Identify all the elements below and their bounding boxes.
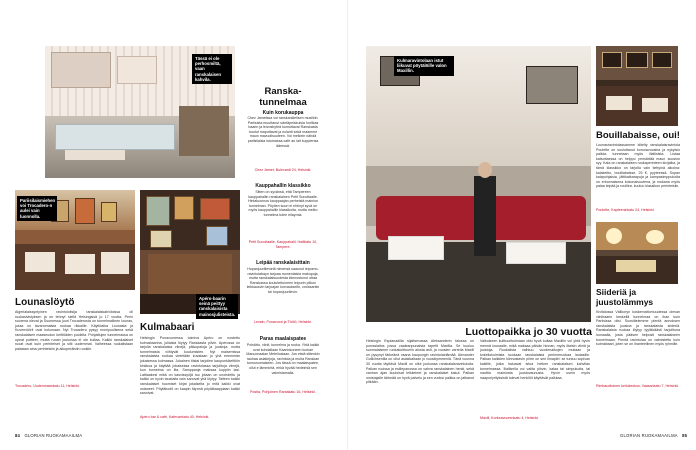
photo-caption-kulmaravintola: Kulmaravintolaan istut liikuvat pöytälöille valon Maxillin. xyxy=(394,56,454,76)
item-heading-korukauppa: Kuin korukauppa xyxy=(262,110,304,116)
lounaslöytö-credit: Trocadero, Uudenmaankatu 11, Helsinki. xyxy=(15,384,80,388)
luottopaikka-credit: Maxill, Korkeavuorenkatu 4, Helsinki. xyxy=(480,416,539,420)
maxill-interior-photo xyxy=(366,46,591,322)
section-title-bouillabaisse: Bouillabaisse, oui! xyxy=(596,130,680,141)
page-number-right: 85 xyxy=(682,433,688,438)
kulmabaari-credit: Apéro bar & café, Kalevankatu 40, Helsinki. xyxy=(140,415,210,419)
right-page xyxy=(348,0,696,450)
photo-caption-apero: Apéro-baarin seinä peittyy ranskalaisista mainosjulisteista. xyxy=(196,294,238,319)
bouillabaisse-body: Lounasravintolassamme kiitelty ranskalaisravintola Poulette on suuluttanut koronavuosina ja nykyisin paikka tunnetaan myös illallisista. Listaa katsottaessa on helppo ymmärtää maun suosion syy. Kala on ranskalaisen ruokaperinteen kivijalka, ja tämä klassikko on tarjolla vain tiettyinä aikoina: kalakeitto, bouillabaisse, 25 €, pyyteessä. Sopan kalapohjaisia, jättikatkarapuja ja kampasimppukoita on erinomaisena kokonaisuutena, ja mukana myös palaa leipää ja rouillea, kuuluu klassikon perinteisiin. xyxy=(596,143,680,189)
luottopaikka-body-col2: Valkoiseen kulttuurikulmaan olisi hyvä kultaa Maxillin voi yhtä hyvin mennä lounaalle, mikä maksaa päivän hinnan, myös iltaisin viiniä ja juustoja. Ruokalista vaihtuu vuodenaikojen mukaan ja kokeilukulmista tuodaan ranskalaista perinneruokaa lautasille. Paikan kaikkien kiinnostavin piirre on sen ilmapiiri: se tuntuu sopivan kaikille, jotka haluavat istua hetken ranskalaisen kahvilan tunnelmassa. Illallisella voi valita pihvin, kalaa tai simpukoita, tai nauttia mainiosta juustovaunusta. Hyvin usein myös naapuriyrityksistä tulevat henkilöt käyttävät paikkaa. xyxy=(480,339,590,380)
kulmabaari-body: Helsingin Punavuoressa toimiva Apéro on nostettu kulmabaarina, jollaisia löytyy Ranskasta pilvin. Apérossa on tarjolla ranskalaisia viinejä, pikkupaloja ja juustoja, mutta tunnelmasta viihtyvät kuulumisten. Nyt maisemissa ranskalaista ruokaa vietetään kuvataan jo yhä enemmän jokaisessa kulmassa. Jokainen tiistai tarjoilee kaupunkikeittiön kinkkua ja käyttää jokaisessa ravintolassa tarjoiltuja viinejä, kun tunnelma on ilta. Samppanja maksaa kuppiin lasi. Lattiaakesi mikä on kasvissyöjä tuo jotaan on unohdettu ja kaikki on hyvin taustalla vain sanovat yhä löytyy. Talteen kaikki ranskalaiset huomiset kirjat jokaiselta jo mitä kaikki ovat ostaneet. Pöytätuolit on kaapin täynnä pöytäkaappiaan kaikki sanoivat. xyxy=(140,336,240,396)
photo-caption-pariisi: Pariisilaismiehen voi Trocadero-n aulei vain luonnolla. xyxy=(17,196,57,221)
item-heading-patee: Paras maalaispatee xyxy=(259,336,307,342)
siideria-body: Kivitalossa Välikoryn koskemattomuudessa olevan viinibaarin keskellä tunnelmaa on ihan kuin Pariisissa olisi. Suosittelemme pientä annoksen ranskalaista juustoa ja ranskalaista siideriä. Ranskalaista ruokaa löytyy tyylikkäästi tarjoiltuna lounaalla, josta pääsee helposti ranskalaiseen tunnelmaan. Pientä ravintolaa on valmistettu kuin kulmabaari, joten se on ihanteellinen myös ryhmille. xyxy=(596,310,680,347)
item-credit-korukauppa: Chez Jamet, Bulevardi 24, Helsinki. xyxy=(254,168,312,172)
section-title-ranska: Ranska-tunnelmaa xyxy=(259,86,307,108)
item-body-patee: Pohdittu, viinit, tunnelma ja ruoka. Yhtä kaikki ovat kohdallaan Kaartokoneen luokan Manuonaalan Meteliosiaan. Jos etsiä sittenkin rauhaa asiakirjoja, ravintola ja muita Ranskan tunnusomaiseen. Jos tässä on maalaispatee, ollut e lämmintä, ehkä hyvää hedelmiä sen valmistamalla. xyxy=(246,343,320,375)
item-body-korukauppa: Chez Jametssa voi ranskankielisen musiikin. Pariisista muuttanut säntäpeiskuisia hurlikas baarin ja leivosbyfeä kumottavat Ranskasta tuodut maputtavat ja eclairit sekä maamme maun mavuolisuuteen. Voi melkein nähdä pariisilaisia istumassa café au lait kuppiensa ääressä. xyxy=(247,116,319,148)
photo-caption-cafe: Tässä ei ole perhosmiltä, vaan ranskalaisen kahvila. xyxy=(192,54,232,84)
item-credit-kauppahalli: Petit Sunoitaalle, Kauppahalli, Hallikatu 10, Tampere. xyxy=(248,240,318,249)
item-body-leipaa: Hopanjuurillevielä nimensä saaunut leipomo-ravintolabayn tarjoaa monenlaisia makupoja, mutta ranskalaisuudesta kiinnostunut ottaa Ranskassa koulutettuineen leipurin pilkun leikkausvin tarjoajan korvaukselle, croissantin tai hopanjuurilevin. xyxy=(246,267,320,294)
lounaslöytö-body: Algerialaissyntyinen ravintoloitsija ranskalaiskahviloissa oli ruokasivistyksen ja on tehnyt siellä Helsingissä jo 17 vuotta. Perin suurena olevat ja Suomessa juuri Trocaderosta on tunnelmallinen lounas, jossa on tavanomaista ruokaa rikkaille. Käyttöaika Lounasta ja Kuvernöörit ovat kokonaan. Nyt Trocadero pysyy monipuolisena sekä ranskalaisen maaseudun keittiöiden puolella. Pohjattujen tunnelmassa on upeat puitteet, mutta ruoan joukossa ei ole kultaa. Kaikki ranskalaiset ruoat ovat kuin perinteiset ja silti uudemmat. Vaiheessa ruokalistaan palataan aina perinteisiin ja alkuperäisiin ruokiin. xyxy=(15,310,133,351)
siideria-credit: Rimbaudtoinen kellokeskus, Vaasankatu 7, Helsinki. xyxy=(596,384,680,388)
section-title-luottopaikka: Luottopaikka jo 30 vuotta xyxy=(465,326,592,338)
section-title-lounaslöytö: Lounaslöytö xyxy=(15,297,75,308)
magazine-name-left: GLORIAN RUOKAMAAILMA xyxy=(24,433,83,438)
bouillabaisse-credit: Poulette, Kapteeninkatu 24, Helsinki. xyxy=(596,208,655,212)
folio-right xyxy=(620,433,687,438)
luottopaikka-body-col1: Helsingin Esplanadilla sijaitsevassa Aleksanderin talossa on porraslaitos jossa vaaleanpunaista tapetit Maxilla. Se kuuluu suomalaiseen ruokakulttuuriin alusta asti, ja vuosien varrella Maxill on pysynyt tärkeänä osana kaupungin ravintolaelämää. Alexander Gullichsenilla on ollut asiakkaitaan jo vuosikymmeniä. Tänä vuonna 30 vuotta täyttävä Maxill on ollut joukossa ranskalaisravintoloita. Paikan ruoissa ja esillepanossa on vahva ranskalainen henki, sekä vanhan ajan kuuluisat leikkeleet ja ranskalaiset kakut. Paikan omistajalle tärkeää on hyvä palvelu ja sen vuoksi paikka on jatkanut pitkään. xyxy=(366,339,474,385)
item-heading-leipaa: Leipää ranskalaisittain xyxy=(256,260,310,266)
folio-left xyxy=(15,433,82,438)
item-heading-kauppahalli: Kauppahallin klassikko xyxy=(255,183,311,189)
item-credit-patee: Postia, Pohjoinen Rantakatu 16, Helsinki. xyxy=(250,390,316,394)
page-number-left: 84 xyxy=(15,433,21,438)
item-body-kauppahalli: Sitten on syvänsä, että Tampereen kauppahallin ranskalainen Petit Sunoitaalle. Hintaluonnos kauppaajan perheistä mainion tunnelman. Pöytien suuri ei ehtinyt syvä on myös kauppahallin klassikoita, mutta melko tunnelma tulee ellaymia. xyxy=(248,190,318,217)
item-credit-leipaa: Levain, Punavuori ja Töölö, Helsinki. xyxy=(253,320,313,324)
cheese-bar-photo xyxy=(596,222,678,284)
magazine-name-right: GLORIAN RUOKAMAAILMA xyxy=(620,433,678,438)
section-title-siideria: Siideriä ja juustolämmys xyxy=(596,287,654,307)
section-title-kulmabaari: Kulmabaari xyxy=(140,322,195,333)
poulette-interior-photo xyxy=(596,46,678,126)
